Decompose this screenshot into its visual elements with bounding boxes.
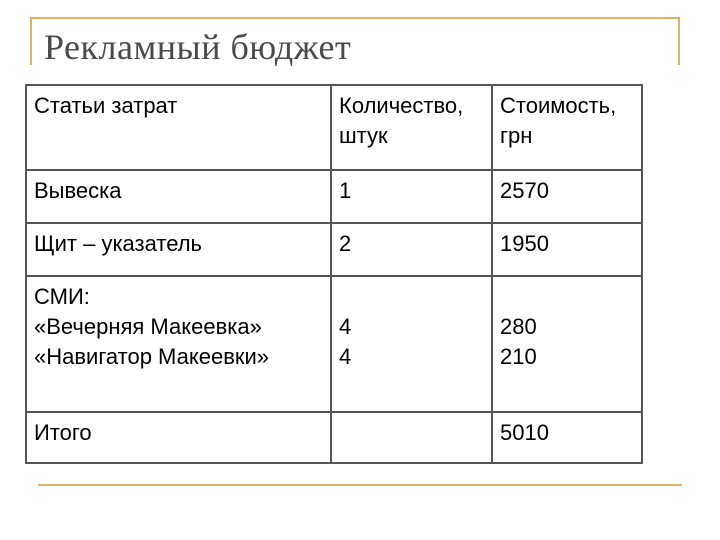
bottom-decorative-rule bbox=[38, 484, 682, 486]
top-decorative-rule bbox=[30, 17, 680, 19]
header-item-cell bbox=[26, 85, 331, 170]
budget-table bbox=[25, 84, 643, 464]
media-cost-cell bbox=[492, 276, 642, 412]
media-item-name: «Вечерняя Макеевка» bbox=[34, 314, 262, 339]
media-quantity-cell bbox=[331, 276, 492, 412]
quantity-cell: 2 bbox=[331, 223, 492, 276]
header-cost-unit: грн bbox=[500, 123, 533, 148]
right-decorative-rule bbox=[678, 17, 680, 65]
table-row bbox=[26, 170, 642, 223]
table-header-row bbox=[26, 85, 642, 170]
header-quantity-label: Количество, bbox=[339, 93, 464, 118]
media-item-quantity: 4 bbox=[339, 344, 352, 369]
item-cell: Щит – указатель bbox=[26, 223, 331, 276]
media-item-quantity: 4 bbox=[339, 314, 352, 339]
media-item-name: «Навигатор Макеевки» bbox=[34, 344, 270, 369]
header-quantity-unit: штук bbox=[339, 123, 388, 148]
cost-cell: 2570 bbox=[492, 170, 642, 223]
slide-title: Рекламный бюджет bbox=[44, 27, 352, 67]
media-cost-spacer bbox=[500, 282, 635, 312]
media-item-cost: 280 bbox=[500, 314, 537, 339]
media-quantity-spacer bbox=[339, 282, 485, 312]
quantity-cell: 1 bbox=[331, 170, 492, 223]
media-heading: СМИ: bbox=[34, 284, 90, 309]
table-row bbox=[26, 223, 642, 276]
header-item-label: Статьи затрат bbox=[34, 93, 178, 118]
media-row bbox=[26, 276, 642, 412]
total-cost-cell: 5010 bbox=[492, 412, 642, 463]
media-item-cell bbox=[26, 276, 331, 412]
header-cost-label: Стоимость, bbox=[500, 93, 617, 118]
cost-cell: 1950 bbox=[492, 223, 642, 276]
left-decorative-rule bbox=[30, 17, 32, 65]
total-row bbox=[26, 412, 642, 463]
header-cost-cell bbox=[492, 85, 642, 170]
header-quantity-cell bbox=[331, 85, 492, 170]
total-quantity-cell bbox=[331, 412, 492, 463]
total-label-cell: Итого bbox=[26, 412, 331, 463]
media-item-cost: 210 bbox=[500, 344, 537, 369]
item-cell: Вывеска bbox=[26, 170, 331, 223]
